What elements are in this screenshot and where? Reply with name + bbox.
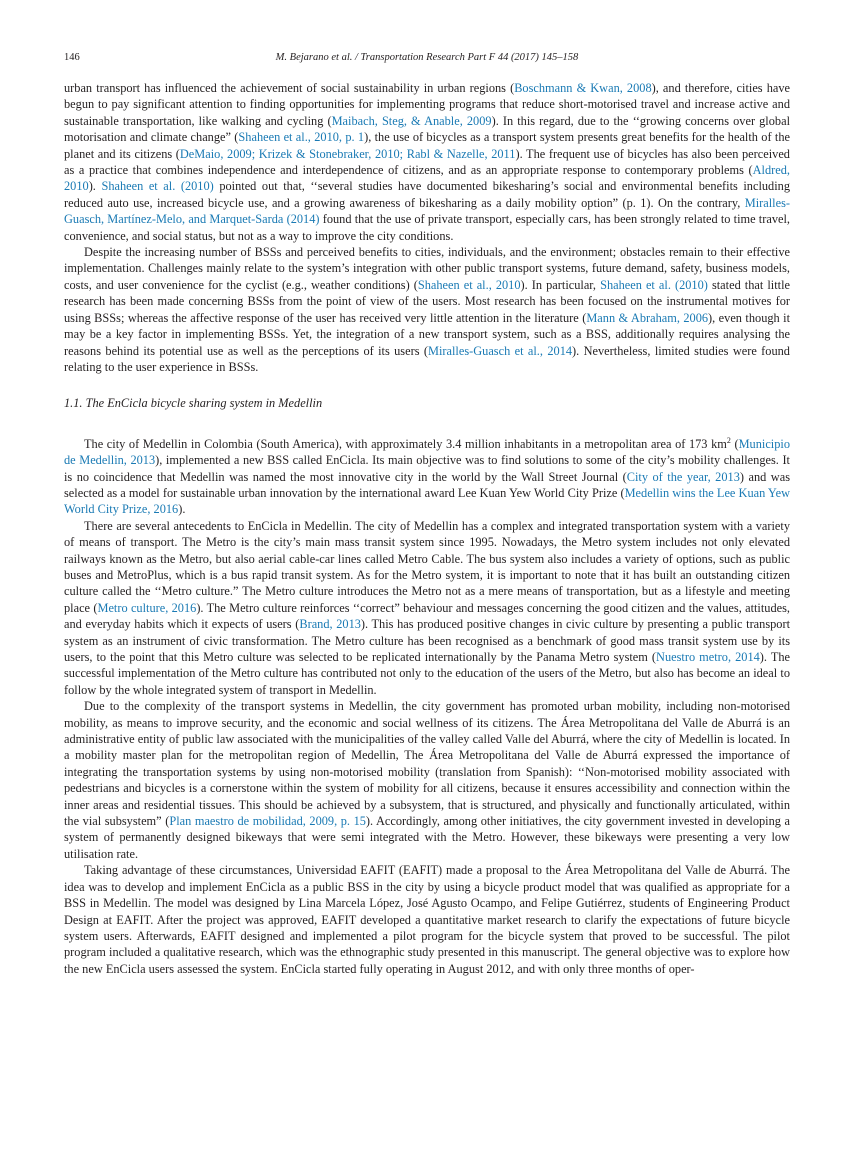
text-run: Taking advantage of these circumstances, Universidad EAFIT (EAFIT) made a proposal to the Área Metropolitana del Valle de Aburrá. The idea was to develop and implement EnCicla as a public BSS in the city by using a bicycle product model that was qualified as appropriate for a BSS in Medellin. The model was designed by Lina Marcela López, José Agusto Ocampo, and Felipe Gutiérrez, students of Engineering Product Design at EAFIT. After the project was approved, EAFIT developed a quantitative market research to clarify the expectations of future bicycle system users. Afterwards, EAFIT designed and implemented a pilot program for the bicycle system that proved to be successful. The pilot program included a qualitative research, which was the ethnographic study presented in this manuscript. The general objective was to explore how the new EnCicla users assessed the system. EnCicla started fully operating in August 2012, and with only three months of oper- <box>64 863 790 976</box>
citation-link[interactable]: DeMaio, 2009; Krizek & Stonebraker, 2010; Rabl & Nazelle, 2011 <box>179 146 516 161</box>
article-body <box>64 80 790 977</box>
text-run: ( <box>730 436 739 451</box>
text-run: ). <box>178 502 186 517</box>
citation-link[interactable]: Mann & Abraham, 2006 <box>586 310 709 325</box>
text-run: ). This has produced positive changes in civic culture by presenting a public transport system as an instrument of civic transformation. The Metro culture has been recognised as a benchmark of good mass transit system use by its users, to the point that this Metro culture was selected to be replicated internationally by the Panama Metro system ( <box>64 617 791 664</box>
body-paragraph <box>64 244 790 375</box>
body-paragraph <box>64 80 790 244</box>
running-title: M. Bejarano et al. / Transportation Research Part F 44 (2017) 145–158 <box>275 52 579 63</box>
text-run: The city of Medellin in Colombia (South America), with approximately 3.4 million inhabitants in a metropolitan area of 173 km <box>84 436 727 451</box>
text-run: stated that little research has been made concerning BSSs from the point of view of the users. Most research has been focused on the instrumental motives for using BSSs; whereas the affective response of the user has received very little attention in the literature ( <box>64 277 790 325</box>
text-run: ), and therefore, cities have begun to pay significant attention to finding opportunities for implementing programs that reduce short-motorised travel and increase active and sustainable transportation, like walking and cycling ( <box>64 81 791 128</box>
text-run: ). Accordingly, among other initiatives, the city government invested in developing a system of permanently designed bikeways that were semi integrated with the Metro. However, these bikeways were presenting a very low utilisation rate. <box>64 814 790 861</box>
citation-link[interactable]: Miralles-Guasch et al., 2014 <box>427 343 573 358</box>
text-run: ). The frequent use of bicycles has also been perceived as a practice that combines independence and interdependence of citizens, and as an appropriate response to contemporary problems ( <box>64 146 790 178</box>
text-run: Despite the increasing number of BSSs and perceived benefits to cities, individuals, and the environment; obstacles remain to their effective implementation. Challenges mainly relate to the system’s integration with other public transport systems, future demand, safety, business models, costs, and user convenience for the cyclist (e.g., weather conditions) ( <box>64 245 790 292</box>
citation-link[interactable]: Shaheen et al. (2010) <box>101 179 214 194</box>
section-heading <box>64 395 790 411</box>
text-run: ). <box>88 179 102 194</box>
text-run: ). In particular, <box>520 277 601 292</box>
text-run: ). In this regard, due to the ‘‘growing concerns over global motorisation and climate change” ( <box>64 113 790 145</box>
citation-link[interactable]: Aldred, 2010 <box>64 163 790 194</box>
text-run: pointed out that, ‘‘several studies have documented bikesharing’s social and environmental benefits including reduced auto use, increased bicycle use, and a growing awareness of bikesharing as a daily mobility option” (p. 1). On the contrary, <box>64 179 791 210</box>
citation-link[interactable]: Metro culture, 2016 <box>97 600 197 615</box>
body-paragraph <box>64 518 790 698</box>
text-run: ). The successful implementation of the Metro culture has contributed not only to the education of the users of the Metro, but also has become an ideal to follow by the whole integrated system of transport in Medellin. <box>64 650 791 697</box>
citation-link[interactable]: Maibach, Steg, & Anable, 2009 <box>331 113 492 128</box>
text-run: ). The Metro culture reinforces ‘‘correct” behaviour and messages concerning the good citizen and the values, attitudes, and everyday habits which it expects of users ( <box>64 600 790 632</box>
citation-link[interactable]: Shaheen et al. (2010) <box>600 277 708 292</box>
text-run: Due to the complexity of the transport systems in Medellin, the city government has promoted urban mobility, including non-motorised mobility, as means to improve security, and the economic and social wellness of its citizens. The Área Metropolitana del Valle de Aburrá is an administrative entity of public law associated with the municipalities of the valley called Valle del Aburrá, where the city of Medellin is located. In a mobility master plan for the metropolitan region of Medellin, The Área Metropolitana del Valle de Aburrá expressed the importance of integrating the transportation systems by using non-motorised mobility (translation from Spanish): ‘‘Non-motorised mobility associated with pedestrians and bicycles is a cornerstone within the system of mobility for all citizens, because it ensures accessibility and connection within the inner areas and residential tissues. This should be achieved by a subsystem, that is structured, and physically and functionally articulated, within the vial subsystem” ( <box>64 699 790 829</box>
body-paragraph <box>64 698 790 862</box>
citation-link[interactable]: Miralles-Guasch, Martínez-Melo, and Marquet-Sarda (2014) <box>64 195 790 227</box>
citation-link[interactable]: Brand, 2013 <box>299 617 361 632</box>
citation-link[interactable]: Medellin wins the Lee Kuan Yew World City Prize, 2016 <box>64 485 790 517</box>
citation-link[interactable]: Plan maestro de mobilidad, 2009, p. 15 <box>169 814 366 829</box>
citation-link[interactable]: Nuestro metro, 2014 <box>656 650 760 664</box>
text-run: found that the use of private transport, especially cars, has been strongly related to time travel, convenience, and social status, but not as a way to improve the city conditions. <box>64 212 790 243</box>
citation-link[interactable]: Municipio de Medellin, 2013 <box>64 436 791 468</box>
text-run: urban transport has influenced the achievement of social sustainability in urban regions ( <box>64 81 515 95</box>
citation-link[interactable]: Shaheen et al., 2010 <box>417 277 521 292</box>
text-run: ), even though it may be a key factor in implementing BSSs. Yet, the integration of a new transport system, such as a BSS, additionally requires analysing the reasons behind its potential use as well as the perceptions of its users ( <box>64 310 791 358</box>
text-run: ), the use of bicycles as a transport system presents great benefits for the health of the planet and its citizens ( <box>64 130 790 161</box>
text-run: ). Nevertheless, limited studies were found relating to the user experience in BSSs. <box>64 343 790 374</box>
text-run: There are several antecedents to EnCicla in Medellin. The city of Medellin has a complex and integrated transportation system with a variety of means of transport. The Metro is the city’s main mass transit system since 1995. Nowadays, the Metro system includes not only elevated railways known as the Metro, but also aerial cable-car lines called Metro Cable. The bus system also includes a variety of options, such as public buses and MetroPlus, which is a bus rapid transit system. As for the Metro system, it is important to note that it has built an outstanding citizen culture called the ‘‘Metro culture.” The Metro culture introduces the Metro not as a mere means of transportation, but as a lifestyle and meeting place ( <box>64 518 790 615</box>
page-number: 146 <box>64 52 80 63</box>
text-run: ) and was selected as a model for sustainable urban innovation by the international award Lee Kuan Yew World City Prize ( <box>64 469 790 500</box>
text-run: ), implemented a new BSS called EnCicla. Its main objective was to find solutions to some of the city’s mobility challenges. It is no coincidence that Medellin was named the most innovative city in the world by the Wall Street Journal ( <box>64 453 790 484</box>
citation-link[interactable]: City of the year, 2013 <box>626 469 740 484</box>
body-paragraph <box>64 436 790 518</box>
superscript: 2 <box>726 435 731 445</box>
citation-link[interactable]: Boschmann & Kwan, 2008 <box>514 81 652 95</box>
text-run: 1.1. The EnCicla bicycle sharing system in Medellin <box>64 396 323 411</box>
page-header <box>64 52 790 66</box>
body-paragraph <box>64 862 790 977</box>
citation-link[interactable]: Shaheen et al., 2010, p. 1 <box>238 130 365 145</box>
